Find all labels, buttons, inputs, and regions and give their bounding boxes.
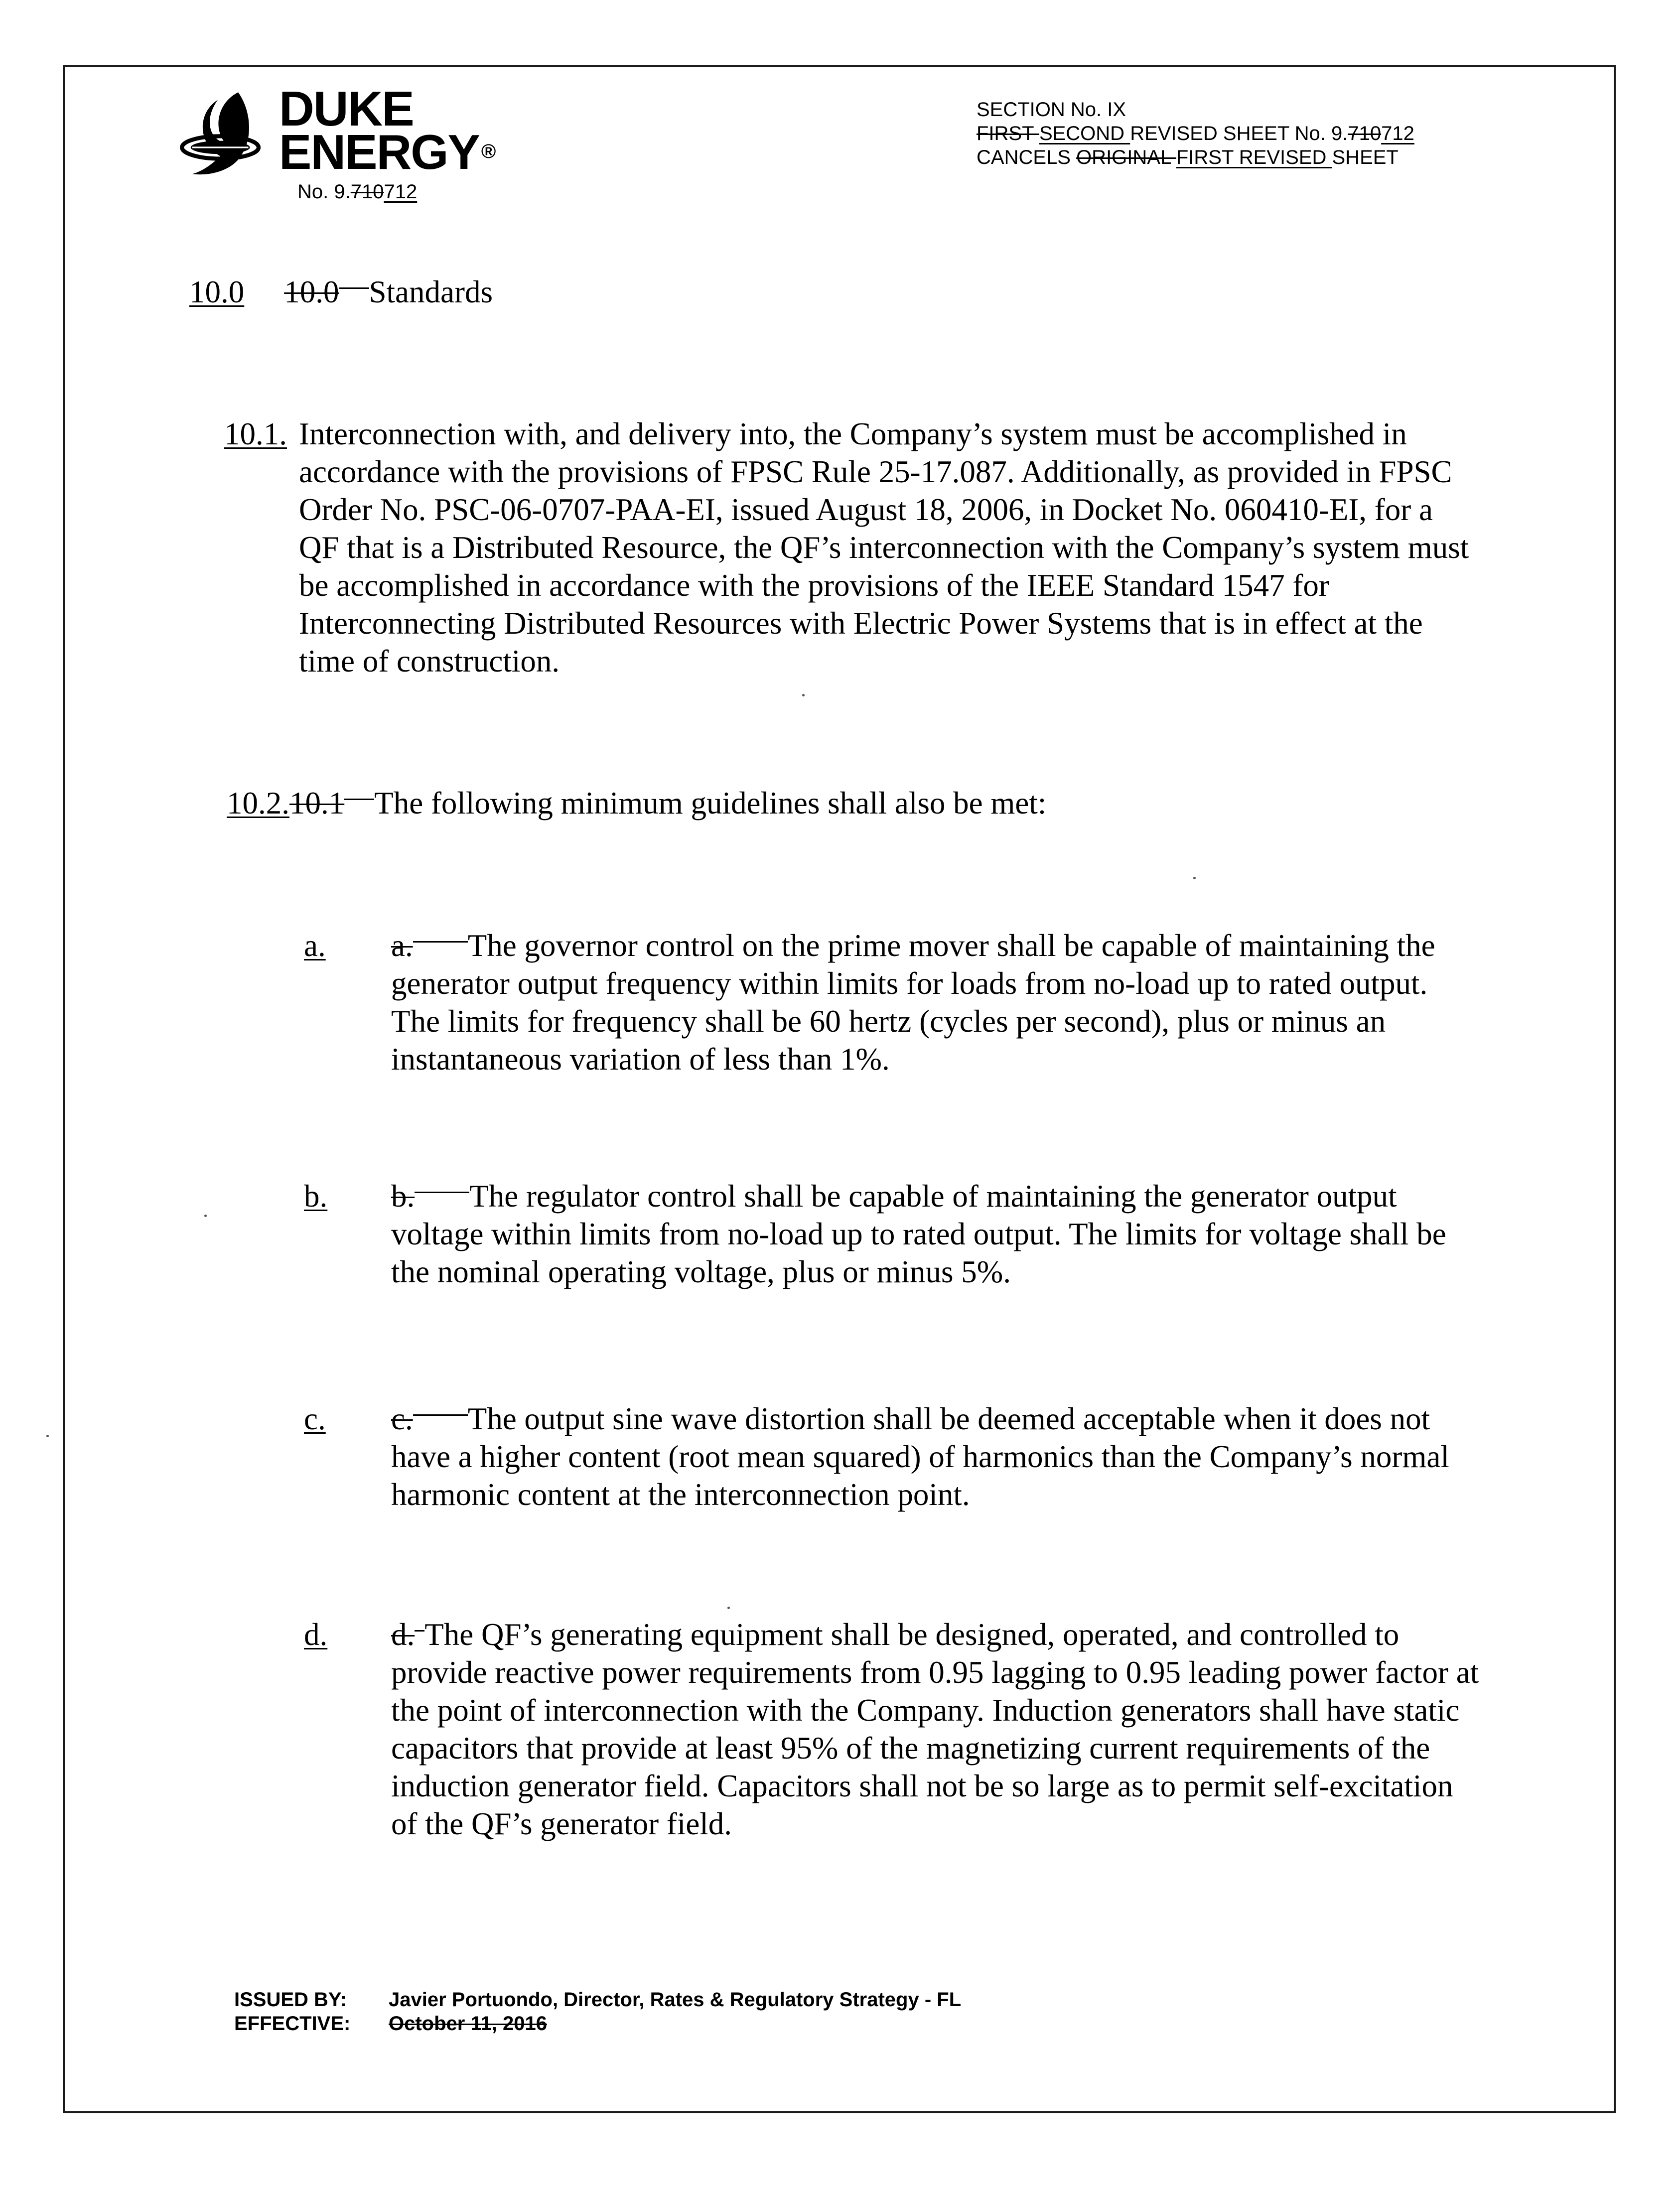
- item-label-struck: c.: [391, 1401, 413, 1436]
- scan-speck: [204, 1215, 207, 1217]
- logo-sheet-number: No. 9.710712: [297, 181, 418, 203]
- item-text: The governor control on the prime mover shall be capable of maintaining the generator output frequency within limits for loads from no-load up to rated output. The limits for frequency shall be 60 hertz (cycles per second), plus or minus an instantaneous variation of less than 1%.: [391, 928, 1435, 1077]
- list-item: [304, 1177, 1482, 1291]
- scan-speck: [727, 1607, 730, 1609]
- paragraph-10-1: [224, 415, 1480, 680]
- scan-speck: [1193, 877, 1196, 879]
- cancels-sheet-line: CANCELS ORIGINAL FIRST REVISED SHEET: [977, 146, 1399, 168]
- paragraph-number: 10.2.: [227, 786, 289, 820]
- paragraph-10-2: [227, 784, 1046, 822]
- item-text: The QF’s generating equipment shall be designed, operated, and controlled to provide reactive power requirements from 0.95 lagging to 0.95 leading power factor at the point of interconnection with the Company. Induction generators shall have static capacitors that provide at least 95% of the magnetizing current requirements of the induction generator field. Capacitors shall not be so large as to permit self-excitation of the QF’s generator field.: [391, 1617, 1479, 1841]
- section-heading: [189, 273, 493, 311]
- revised-sheet-line: FIRST SECOND REVISED SHEET No. 9.710712: [977, 123, 1414, 144]
- list-item: [304, 1616, 1482, 1843]
- section-number-struck: 10.0: [284, 274, 339, 309]
- list-item: [304, 1400, 1482, 1513]
- paragraph-text: Interconnection with, and delivery into, the Company’s system must be accomplished in accordance with the provisions of FPSC Rule 25-17.087. Additionally, as provided in FPSC Order No. PSC-06-0707-PAA-EI, issued August 18, 2006, in Docket No. 060410-EI, for a QF that is a Distributed Resource, the QF’s interconnection with the Company’s system must be accomplished in accordance with the provisions of the IEEE Standard 1547 for Interconnecting Distributed Resources with Electric Power Systems that is in effect at the time of construction.: [299, 416, 1469, 679]
- sheet-header: [977, 98, 1414, 169]
- duke-energy-logo: [177, 81, 495, 217]
- effective-label: EFFECTIVE:: [234, 2013, 351, 2035]
- logo-wordmark: [279, 81, 495, 179]
- section-number-new: 10.0: [189, 274, 245, 309]
- item-label: d.: [304, 1617, 328, 1652]
- issuance-footer: [234, 1988, 961, 2036]
- scan-speck: [46, 1435, 49, 1437]
- section-number: SECTION No. IX: [977, 99, 1126, 121]
- item-label-struck: d.: [391, 1617, 415, 1652]
- item-label-struck: b.: [391, 1179, 415, 1214]
- list-item: [304, 927, 1482, 1078]
- registered-mark: ®: [481, 140, 495, 162]
- issued-by-label: ISSUED BY:: [234, 1989, 347, 2011]
- item-text: The output sine wave distortion shall be deemed acceptable when it does not have a higher content (root mean squared) of harmonics than the Company’s normal harmonic content at the interconnection point.: [391, 1401, 1449, 1512]
- item-label: b.: [304, 1179, 328, 1214]
- item-label: c.: [304, 1401, 326, 1436]
- logo-word-duke: DUKE: [279, 81, 414, 136]
- duke-energy-emblem-icon: [177, 87, 279, 189]
- item-text: The regulator control shall be capable of maintaining the generator output voltage within limits from no-load up to rated output. The limits for voltage shall be the nominal operating voltage, plus or minus 5%.: [391, 1179, 1446, 1289]
- issued-by-value: Javier Portuondo, Director, Rates & Regulatory Strategy - FL: [389, 1989, 962, 2011]
- item-label: a.: [304, 928, 326, 963]
- scan-speck: [802, 694, 805, 696]
- paragraph-number-struck: 10.1: [289, 786, 345, 820]
- section-title: Standards: [369, 274, 493, 309]
- logo-word-energy: ENERGY: [279, 125, 479, 179]
- paragraph-number: 10.1.: [224, 416, 287, 451]
- item-label-struck: a.: [391, 928, 413, 963]
- effective-date-struck: October 11, 2016: [389, 2013, 547, 2035]
- paragraph-text: The following minimum guidelines shall also be met:: [374, 786, 1047, 820]
